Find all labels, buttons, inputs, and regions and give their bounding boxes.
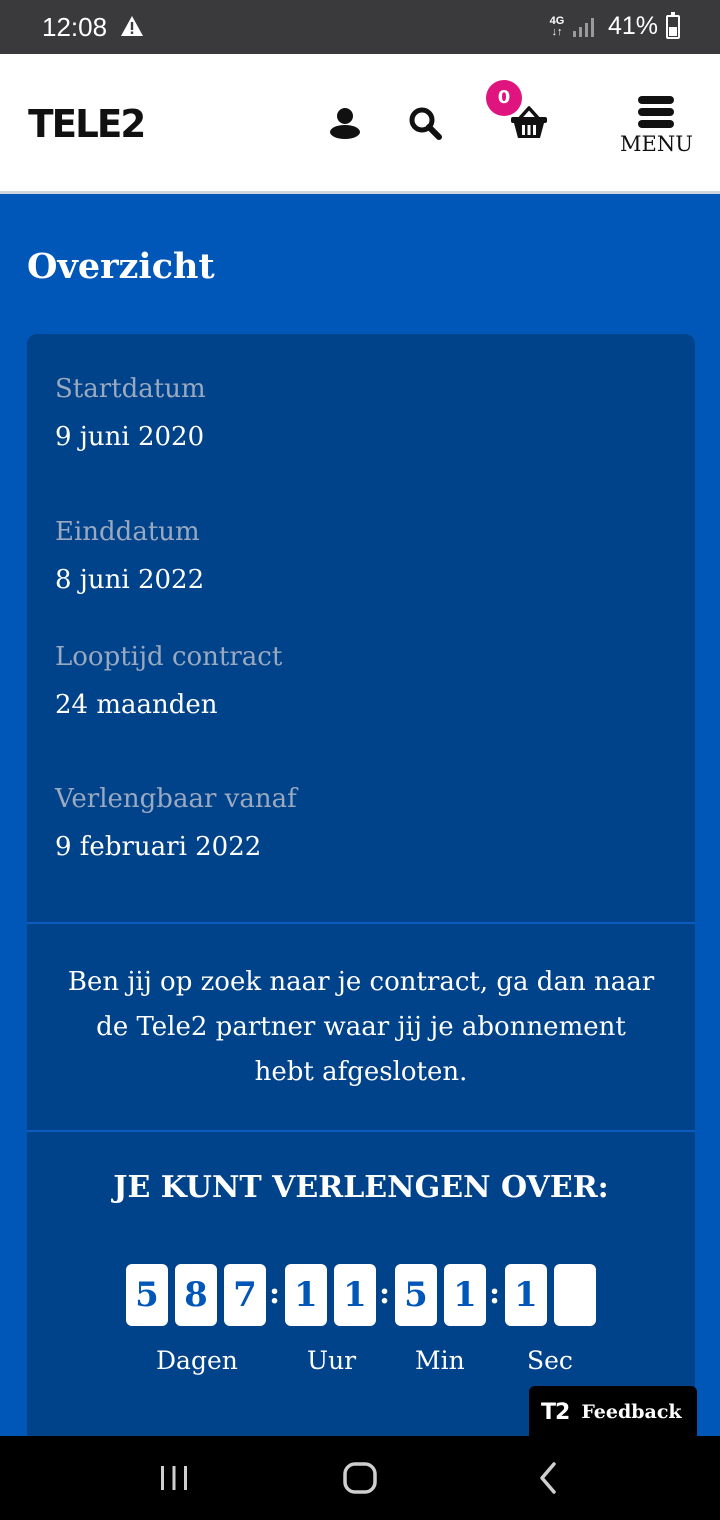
countdown-digit-days: 7 xyxy=(224,1264,266,1326)
network-type: 4G ↓↑ xyxy=(549,14,565,38)
field-looptijd xyxy=(55,642,282,720)
contract-info-text xyxy=(47,960,675,1095)
home-icon[interactable] xyxy=(342,1460,378,1500)
field-einddatum xyxy=(55,517,204,595)
info-line: Ben jij op zoek naar je contract, ga dan naar xyxy=(67,967,655,997)
countdown-digit-days: 5 xyxy=(126,1264,168,1326)
recent-apps-icon[interactable] xyxy=(158,1460,190,1500)
signal-icon xyxy=(573,17,594,37)
countdown-separator: : xyxy=(489,1276,501,1311)
countdown-digit-seconds: 1 xyxy=(505,1264,547,1326)
tele2-mini-logo: T2 xyxy=(541,1399,570,1425)
countdown-digit-days: 8 xyxy=(175,1264,217,1326)
divider xyxy=(27,1130,695,1132)
countdown-separator: : xyxy=(379,1276,391,1311)
menu-label: MENU xyxy=(620,132,693,156)
field-value: 9 juni 2020 xyxy=(55,422,205,452)
back-icon[interactable] xyxy=(534,1460,562,1500)
countdown-digit-hours: 1 xyxy=(334,1264,376,1326)
countdown-digit-seconds xyxy=(554,1264,596,1326)
field-verlengbaar xyxy=(55,784,297,862)
countdown-title: JE KUNT VERLENGEN OVER: xyxy=(113,1170,609,1205)
countdown-unit-seconds: Sec xyxy=(527,1346,573,1375)
divider xyxy=(27,922,695,924)
field-label: Looptijd contract xyxy=(55,642,283,672)
status-indicators xyxy=(549,12,680,41)
site-header xyxy=(0,54,720,194)
countdown-digit-hours: 1 xyxy=(285,1264,327,1326)
countdown-separator: : xyxy=(269,1276,281,1311)
countdown-unit-hours: Uur xyxy=(307,1346,357,1375)
feedback-button[interactable] xyxy=(529,1386,697,1438)
cart-count-badge: 0 xyxy=(486,80,522,116)
field-startdatum xyxy=(55,374,206,452)
search-icon[interactable] xyxy=(408,106,442,144)
status-bar xyxy=(0,0,720,54)
field-label: Verlengbaar vanaf xyxy=(55,784,297,814)
warning-triangle-icon xyxy=(120,15,144,41)
field-value: 24 maanden xyxy=(55,690,218,720)
field-label: Startdatum xyxy=(55,374,206,404)
info-line: hebt afgesloten. xyxy=(254,1057,468,1087)
battery-percentage: 41% xyxy=(607,12,658,40)
hamburger-icon xyxy=(638,96,674,128)
status-time: 12:08 xyxy=(42,12,108,42)
info-line: de Tele2 partner waar jij je abonnement xyxy=(96,1012,626,1042)
countdown-unit-days: Dagen xyxy=(156,1346,238,1375)
field-label: Einddatum xyxy=(55,517,200,547)
countdown-digit-minutes: 5 xyxy=(395,1264,437,1326)
countdown-unit-minutes: Min xyxy=(415,1346,465,1375)
tele2-logo[interactable]: TELE2 xyxy=(28,102,145,146)
menu-button[interactable] xyxy=(620,96,692,168)
countdown-digit-minutes: 1 xyxy=(444,1264,486,1326)
contract-overview-card xyxy=(27,334,695,1444)
field-value: 9 februari 2022 xyxy=(55,832,262,862)
user-icon[interactable] xyxy=(328,107,362,143)
system-navigation-bar xyxy=(0,1436,720,1520)
feedback-label: Feedback xyxy=(581,1401,682,1423)
field-value: 8 juni 2022 xyxy=(55,565,205,595)
battery-icon xyxy=(666,15,680,39)
page-title: Overzicht xyxy=(27,246,215,287)
